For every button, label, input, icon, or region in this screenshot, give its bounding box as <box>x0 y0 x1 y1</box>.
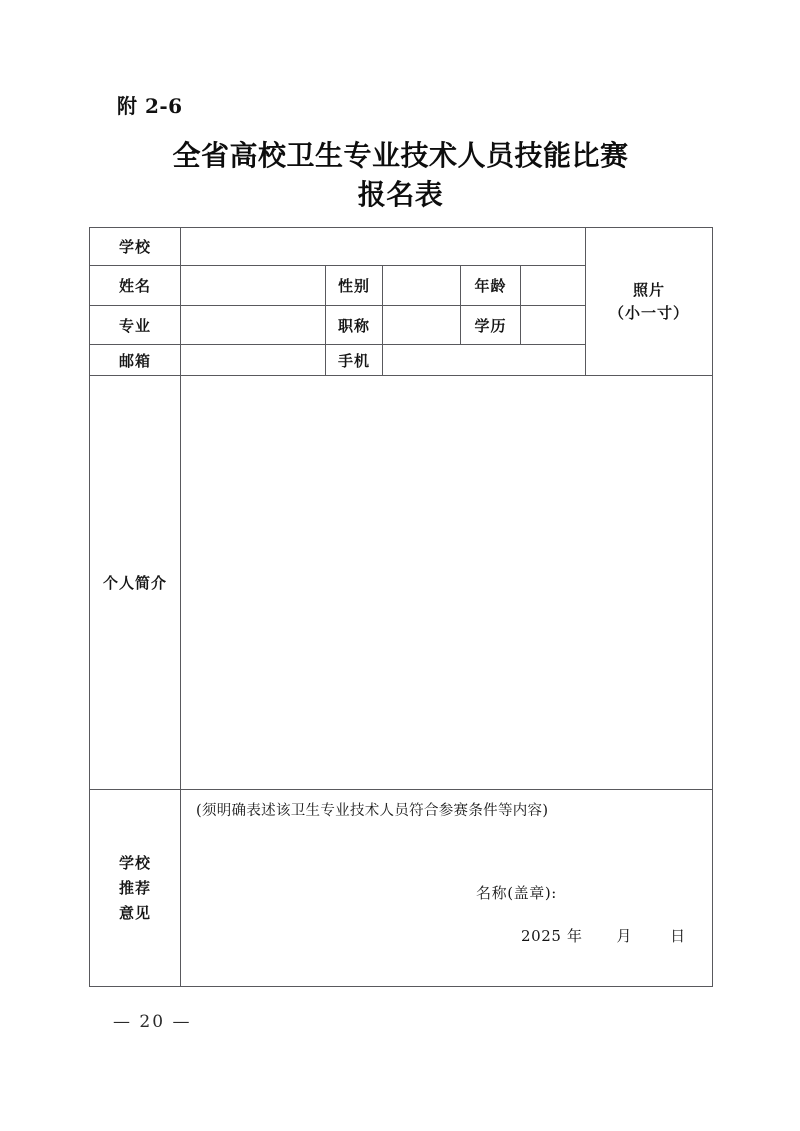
date-year: 2025 年 <box>521 927 583 945</box>
field-professional-title[interactable] <box>383 306 461 345</box>
seal-name-label: 名称(盖章): <box>476 884 557 902</box>
field-school[interactable] <box>181 228 586 266</box>
page-number: — 20 — <box>113 1012 192 1032</box>
field-age[interactable] <box>521 266 586 306</box>
photo-placeholder[interactable] <box>586 228 713 376</box>
page-title-line-2: 报名表 <box>357 178 444 211</box>
label-recommendation-line-2: 推荐 <box>118 878 151 897</box>
field-mobile[interactable] <box>383 345 586 376</box>
label-name: 姓名 <box>90 266 181 306</box>
label-school: 学校 <box>90 228 181 266</box>
field-gender[interactable] <box>383 266 461 306</box>
table-row-biography <box>90 376 713 790</box>
label-mobile: 手机 <box>326 345 383 376</box>
recommendation-date <box>521 925 686 946</box>
label-education: 学历 <box>461 306 521 345</box>
photo-label-line-1: 照片 <box>633 280 666 299</box>
label-biography: 个人简介 <box>90 376 181 790</box>
label-professional-title: 职称 <box>326 306 383 345</box>
recommendation-note: (须明确表述该卫生专业技术人员符合参赛条件等内容) <box>196 803 549 819</box>
photo-label-line-2: （小一寸） <box>609 303 690 322</box>
label-major: 专业 <box>90 306 181 345</box>
date-day: 日 <box>670 927 686 945</box>
date-month: 月 <box>616 927 633 945</box>
table-row-school <box>90 228 713 266</box>
registration-form-table <box>89 227 713 987</box>
label-email: 邮箱 <box>90 345 181 376</box>
field-name[interactable] <box>181 266 326 306</box>
field-email[interactable] <box>181 345 326 376</box>
field-school-recommendation[interactable] <box>181 790 713 987</box>
field-biography[interactable] <box>181 376 713 790</box>
label-recommendation-line-1: 学校 <box>118 853 151 872</box>
document-reference: 附 2-6 <box>117 94 183 118</box>
page-title-line-1: 全省高校卫生专业技术人员技能比赛 <box>172 139 629 172</box>
field-education[interactable] <box>521 306 586 345</box>
label-gender: 性别 <box>326 266 383 306</box>
page-title <box>89 136 712 214</box>
label-school-recommendation <box>90 790 181 987</box>
table-row-recommendation <box>90 790 713 987</box>
field-major[interactable] <box>181 306 326 345</box>
label-age: 年龄 <box>461 266 521 306</box>
label-recommendation-line-3: 意见 <box>118 903 151 922</box>
